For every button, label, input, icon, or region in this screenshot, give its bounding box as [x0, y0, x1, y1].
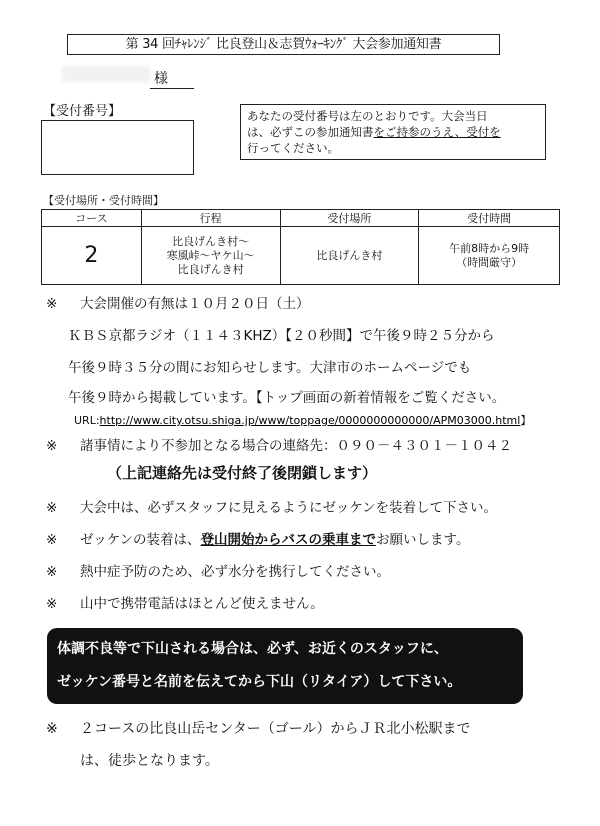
receipt-number-heading: 【受付番号】 [43, 104, 122, 119]
note-heatstroke: ※ 熱中症予防のため、必ず水分を携行してください。 [46, 564, 390, 580]
homepage-link[interactable]: http://www.city.otsu.shiga.jp/www/toppage/0000000000000/APM03000.html [99, 414, 521, 427]
note-mark: ※ [46, 296, 58, 312]
note-mark: ※ [46, 532, 58, 548]
retire-warning-box [47, 628, 523, 704]
note-contact-closed: （上記連絡先は受付終了後閉鎖します） [107, 464, 378, 482]
note-mark: ※ [46, 564, 58, 580]
itinerary-line: 比良げんき村 [177, 262, 244, 276]
header-course: コース [42, 210, 142, 227]
url-label: URL: [74, 414, 100, 427]
note-radio-cont: 午後９時３５分の間にお知らせします。大津市のホームページでも [68, 360, 472, 376]
note-bib-period: ※ ゼッケンの装着は、登山開始からバスの乗車までお願いします。 [46, 532, 470, 548]
url-line: URL:http://www.city.otsu.shiga.jp/www/toppage/0000000000000/APM03000.html】 [74, 414, 532, 427]
itinerary-cell [141, 227, 280, 285]
time-note: （時間厳守） [456, 255, 523, 269]
note-radio: ＫＢＳ京都ラジオ（１１４３KHZ）【２０秒間】で午後９時２５分から [68, 328, 495, 344]
note-event-date: ※ 大会開催の有無は１０月２０日（土） [46, 296, 310, 312]
addressee-suffix: 様 [150, 68, 194, 89]
note-mark: ※ [46, 438, 58, 454]
table-header-row [42, 210, 560, 227]
table-row [42, 227, 560, 285]
redacted-name [62, 66, 150, 82]
place-cell: 比良げんき村 [280, 227, 419, 285]
note-bib: ※ 大会中は、必ずスタッフに見えるようにゼッケンを装着して下さい。 [46, 500, 498, 516]
notice-line-2-mid: をご持参のうえ、受付を [373, 125, 501, 139]
location-heading: 【受付場所・受付時間】 [43, 194, 164, 207]
notice-line-1: あなたの受付番号は左のとおりです。大会当日 [247, 109, 488, 123]
header-itinerary: 行程 [141, 210, 280, 227]
notice-line-3: 行ってください。 [247, 141, 339, 155]
itinerary-line: 比良げんき村～ [172, 234, 250, 248]
note-goal-walk: ※ ２コースの比良山岳センター（ゴール）からＪＲ北小松駅まで [46, 721, 471, 737]
itinerary-line: 寒風峠～ヤケ山～ [166, 248, 255, 262]
time-cell [419, 227, 560, 285]
receipt-number-box [41, 120, 194, 175]
header-place: 受付場所 [280, 210, 419, 227]
note-mark: ※ [46, 500, 58, 516]
header-time: 受付時間 [419, 210, 560, 227]
note-homepage: 午後９時から掲載しています。【トップ画面の新着情報をご覧ください。 [68, 390, 506, 406]
note-goal-walk-cont: は、徒歩となります。 [80, 753, 219, 769]
note-phone: ※ 山中で携帯電話はほとんど使えません。 [46, 596, 324, 612]
receipt-notice [240, 104, 546, 160]
time-line: 午前8時から9時 [449, 241, 530, 255]
note-mark: ※ [46, 596, 58, 612]
document-title: 第 34 回ﾁｬﾚﾝｼﾞ 比良登山＆志賀ｳｫｰｷﾝｸﾞ 大会参加通知書 [67, 34, 500, 55]
course-number: 2 [42, 227, 142, 285]
schedule-table [41, 209, 560, 285]
note-mark: ※ [46, 721, 58, 737]
notice-line-2 [247, 124, 539, 140]
notice-line-2-pre: は、必ずこの参加通知書 [247, 125, 374, 139]
retire-warning-line-1: 体調不良等で下山される場合は、必ず、お近くのスタッフに、 [57, 641, 448, 657]
note-contact: ※ 諸事情により不参加となる場合の連絡先：０９０－４３０１－１０４２ [46, 438, 512, 454]
retire-warning-line-2: ゼッケン番号と名前を伝えてから下山（リタイア）して下さい。 [57, 674, 462, 690]
